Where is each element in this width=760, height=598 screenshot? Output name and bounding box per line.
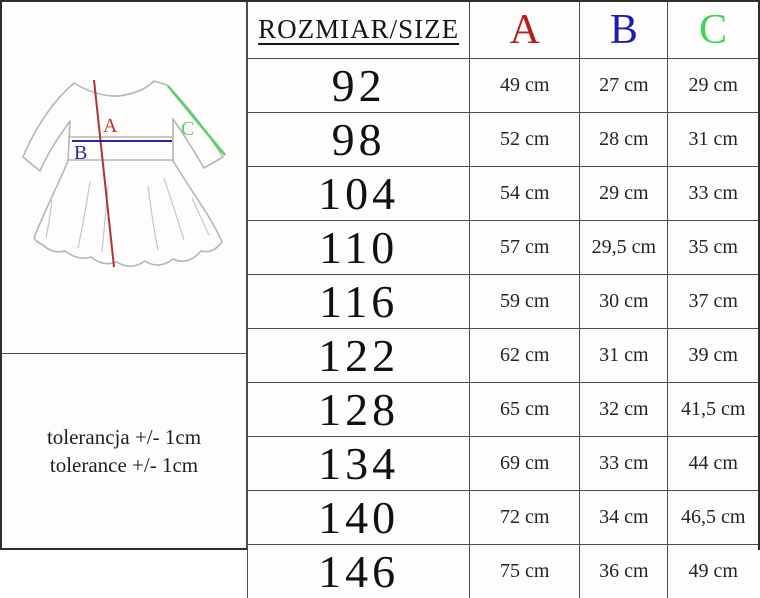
measurement-a: 62 cm [470,328,580,382]
size-value: 134 [248,436,470,490]
size-value: 146 [248,544,470,598]
measurement-b: 31 cm [580,328,668,382]
table-row [248,490,759,544]
table-row [248,274,759,328]
measurement-a: 59 cm [470,274,580,328]
measurement-b: 27 cm [580,58,668,112]
table-row [248,112,759,166]
measurement-b: 34 cm [580,490,668,544]
measurement-c: 46,5 cm [668,490,758,544]
label-b: B [74,142,88,164]
size-column-header [248,2,470,58]
label-c: C [181,118,195,140]
measurement-b: 29 cm [580,166,668,220]
measurement-b: 36 cm [580,544,668,598]
measurement-b: 29,5 cm [580,220,668,274]
measurement-a: 49 cm [470,58,580,112]
column-header-c: C [668,2,758,58]
measurement-c: 29 cm [668,58,758,112]
table-row [248,328,759,382]
tolerance-line-en: tolerance +/- 1cm [49,452,199,477]
measurement-a: 57 cm [470,220,580,274]
measurement-b: 32 cm [580,382,668,436]
measurement-c: 44 cm [668,436,758,490]
dress-outline [23,81,223,266]
measurement-c: 37 cm [668,274,758,328]
measurement-c: 35 cm [668,220,758,274]
measurement-c: 39 cm [668,328,758,382]
measurement-a: 65 cm [470,382,580,436]
measurement-a: 52 cm [470,112,580,166]
dress-illustration [2,2,246,354]
size-value: 128 [248,382,470,436]
measurement-c: 41,5 cm [668,382,758,436]
measurement-a: 75 cm [470,544,580,598]
tolerance-line-pl: tolerancja +/- 1cm [46,424,202,449]
measurement-a: 72 cm [470,490,580,544]
table-row [248,166,759,220]
size-value: 104 [248,166,470,220]
table-row [248,436,759,490]
size-value: 122 [248,328,470,382]
measurement-c: 49 cm [668,544,758,598]
table-row [248,58,759,112]
size-value: 140 [248,490,470,544]
header-row [248,2,759,58]
measurement-a: 54 cm [470,166,580,220]
size-value: 92 [248,58,470,112]
table-row [248,220,759,274]
column-header-a: A [470,2,580,58]
measurement-b: 33 cm [580,436,668,490]
table-row [248,382,759,436]
dress-outline-svg [2,2,246,353]
left-panel [2,2,247,548]
measurement-b: 30 cm [580,274,668,328]
measurement-c: 33 cm [668,166,758,220]
tolerance-note [2,354,246,548]
size-column-header-text: ROZMIAR/SIZE [258,14,460,45]
measurement-b: 28 cm [580,112,668,166]
size-value: 98 [248,112,470,166]
size-value: 116 [248,274,470,328]
table-row [248,544,759,598]
measurement-c: 31 cm [668,112,758,166]
size-table [247,2,758,598]
measurement-a: 69 cm [470,436,580,490]
column-header-b: B [580,2,668,58]
label-a: A [103,115,118,137]
size-value: 110 [248,220,470,274]
